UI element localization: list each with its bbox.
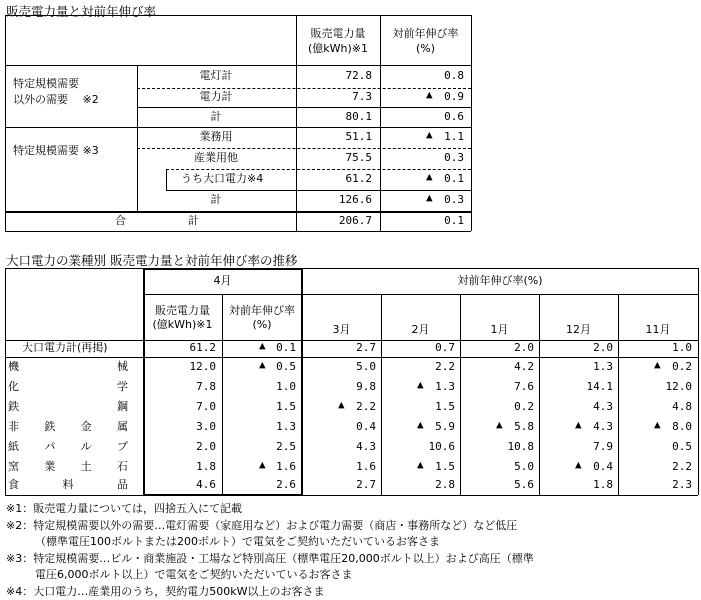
negative-triangle-icon: ▲ — [426, 191, 433, 204]
group2-label: 特定規模需要 ※3 — [13, 144, 99, 157]
trend-value: 9.8 — [356, 380, 376, 393]
trend-value: 2.3 — [672, 478, 692, 491]
negative-triangle-icon: ▲ — [426, 170, 433, 183]
header-rate-line1: 対前年伸び率 — [392, 27, 459, 40]
rate-value: 2.5 — [276, 440, 296, 453]
industry-label: 窯 業 土 石 — [8, 460, 128, 473]
row-label: 大口電力計(再掲) — [22, 341, 108, 354]
table2-title: 大口電力の業種別 販売電力量と対前年伸び率の推移 — [6, 253, 298, 268]
negative-triangle-icon: ▲ — [426, 88, 433, 101]
trend-value: 10.6 — [428, 440, 455, 453]
trend-value: 4.3 — [593, 420, 613, 433]
rate-value: 1.0 — [276, 380, 296, 393]
trend-value: 10.8 — [507, 440, 534, 453]
sales-value: 61.2 — [345, 172, 372, 185]
month-header: 12月 — [566, 323, 591, 336]
rate-value: 0.1 — [276, 341, 296, 354]
trend-value: 5.0 — [356, 360, 376, 373]
industry-label: 化 学 — [8, 380, 128, 393]
header-rate-line2: (%) — [415, 42, 436, 55]
negative-triangle-icon: ▲ — [654, 418, 661, 431]
trend-value: 1.8 — [593, 478, 613, 491]
negative-triangle-icon: ▲ — [575, 418, 582, 431]
rate-value: 1.3 — [276, 420, 296, 433]
negative-triangle-icon: ▲ — [496, 418, 503, 431]
rate-value: 0.6 — [444, 110, 464, 123]
header-sales-line2: (億kWh)※1 — [307, 42, 369, 55]
month-header: 2月 — [411, 323, 430, 336]
negative-triangle-icon: ▲ — [417, 418, 424, 431]
footnotes — [6, 501, 534, 600]
trend-value: 7.9 — [593, 440, 613, 453]
sales-value: 12.0 — [189, 360, 216, 373]
trend-value: 5.0 — [514, 460, 534, 473]
trend-value: 2.2 — [435, 360, 455, 373]
trend-value: 0.2 — [514, 400, 534, 413]
trend-value: 1.3 — [435, 380, 455, 393]
trend-value: 1.6 — [356, 460, 376, 473]
rate-value: 1.1 — [444, 130, 464, 143]
trend-value: 2.0 — [514, 341, 534, 354]
trend-value: 12.0 — [665, 380, 692, 393]
trend-value: 2.7 — [356, 341, 376, 354]
footnote-3-cont: 電圧6,000ボルト以上）で電気をご契約いただいているお客さま — [35, 568, 353, 581]
sales-value: 2.0 — [196, 440, 216, 453]
sales-value: 72.8 — [345, 69, 372, 82]
sales-value: 75.5 — [345, 151, 372, 164]
negative-triangle-icon: ▲ — [259, 358, 266, 371]
col-rate-line2: (%) — [252, 318, 272, 331]
rate-value: 1.5 — [276, 400, 296, 413]
table1-title: 販売電力量と対前年伸び率 — [6, 4, 157, 19]
trend-value: 2.2 — [356, 400, 376, 413]
group1-label-line2: 以外の需要 ※2 — [13, 93, 99, 106]
sales-value: 80.1 — [345, 110, 372, 123]
negative-triangle-icon: ▲ — [417, 378, 424, 391]
sales-value: 51.1 — [345, 130, 372, 143]
sales-value: 126.6 — [338, 193, 372, 206]
trend-value: 14.1 — [586, 380, 613, 393]
industry-label: 食 料 品 — [8, 478, 128, 491]
row-label: 電力計 — [199, 90, 233, 103]
negative-triangle-icon: ▲ — [417, 458, 424, 471]
rate-value: 0.1 — [444, 172, 464, 185]
col-sales-line1: 販売電力量 — [155, 304, 210, 317]
row-label: 産業用他 — [194, 151, 238, 164]
trend-value: 2.8 — [435, 478, 455, 491]
trend-value: 0.2 — [672, 360, 692, 373]
rate-value: 0.8 — [444, 69, 464, 82]
negative-triangle-icon: ▲ — [426, 128, 433, 141]
col-rate-line1: 対前年伸び率 — [229, 304, 295, 317]
trend-value: 4.3 — [593, 400, 613, 413]
sales-value: 61.2 — [189, 341, 216, 354]
trend-value: 7.6 — [514, 380, 534, 393]
rate-group-header: 対前年伸び率(%) — [457, 274, 543, 287]
total-sales: 206.7 — [338, 214, 372, 227]
footnote-1: ※1：販売電力量については，四捨五入にて記載 — [6, 502, 242, 515]
footnote-3: ※3：特定規模需要…ビル・商業施設・工場など特別高圧（標準電圧20,000ボルト以上）および高圧（標準 — [6, 551, 534, 565]
trend-value: 8.0 — [672, 420, 692, 433]
negative-triangle-icon: ▲ — [654, 358, 661, 371]
col-sales-line2: (億kWh)※1 — [152, 318, 213, 331]
footnote-4: ※4：大口電力…産業用のうち，契約電力500kW以上のお客さま — [6, 584, 325, 598]
row-label: 電灯計 — [199, 69, 233, 82]
trend-value: 5.6 — [514, 478, 534, 491]
footnote-2-cont: （標準電圧100ボルトまたは200ボルト）で電気をご契約いただいているお客さま — [35, 535, 440, 548]
group1-label-line1: 特定規模需要 — [13, 77, 79, 90]
negative-triangle-icon: ▲ — [338, 398, 345, 411]
trend-value: 0.4 — [356, 420, 376, 433]
month-header: 11月 — [645, 323, 671, 336]
trend-value: 2.2 — [672, 460, 692, 473]
rate-value: 0.5 — [276, 360, 296, 373]
rate-value: 0.3 — [444, 151, 464, 164]
trend-value: 1.5 — [435, 460, 455, 473]
trend-value: 4.2 — [514, 360, 534, 373]
trend-value: 0.5 — [672, 440, 692, 453]
sales-value: 3.0 — [196, 420, 216, 433]
month-current-header: 4月 — [213, 274, 232, 287]
total-label-a: 合 — [115, 214, 126, 227]
trend-value: 4.8 — [672, 400, 692, 413]
negative-triangle-icon: ▲ — [259, 458, 266, 471]
total-rate: 0.1 — [444, 214, 464, 227]
row-label: うち大口電力※4 — [181, 172, 264, 185]
header-sales-line1: 販売電力量 — [310, 27, 366, 40]
trend-value: 0.4 — [593, 460, 613, 473]
industry-label: 紙 パ ル プ — [8, 440, 128, 453]
sales-value: 7.0 — [196, 400, 216, 413]
negative-triangle-icon: ▲ — [259, 339, 266, 352]
trend-value: 1.0 — [672, 341, 692, 354]
sales-value: 4.6 — [196, 478, 216, 491]
row-label: 計 — [210, 110, 222, 123]
rate-value: 0.9 — [444, 90, 464, 103]
footnote-2: ※2：特定規模需要以外の需要…電灯需要（家庭用など）および電力需要（商店・事務所など）など低圧 — [6, 518, 518, 532]
rate-value: 2.6 — [276, 478, 296, 491]
rate-value: 0.3 — [444, 193, 464, 206]
trend-value: 1.5 — [435, 400, 455, 413]
sales-value: 7.8 — [196, 380, 216, 393]
month-header: 1月 — [490, 323, 509, 336]
trend-value: 2.0 — [593, 341, 613, 354]
sales-value: 1.8 — [196, 460, 216, 473]
trend-value: 0.7 — [435, 341, 455, 354]
row-label: 計 — [210, 193, 222, 206]
trend-value: 5.9 — [435, 420, 455, 433]
trend-value: 4.3 — [356, 440, 376, 453]
rate-value: 1.6 — [276, 460, 296, 473]
total-label-b: 計 — [188, 214, 199, 227]
industry-label: 機 械 — [8, 360, 128, 373]
row-label: 業務用 — [199, 130, 233, 143]
trend-value: 1.3 — [593, 360, 613, 373]
industry-label: 鉄 鋼 — [8, 400, 128, 413]
trend-value: 5.8 — [514, 420, 534, 433]
trend-value: 2.7 — [356, 478, 376, 491]
negative-triangle-icon: ▲ — [575, 458, 582, 471]
month-header: 3月 — [332, 323, 351, 336]
sales-value: 7.3 — [352, 90, 372, 103]
industry-label: 非 鉄 金 属 — [8, 420, 128, 433]
